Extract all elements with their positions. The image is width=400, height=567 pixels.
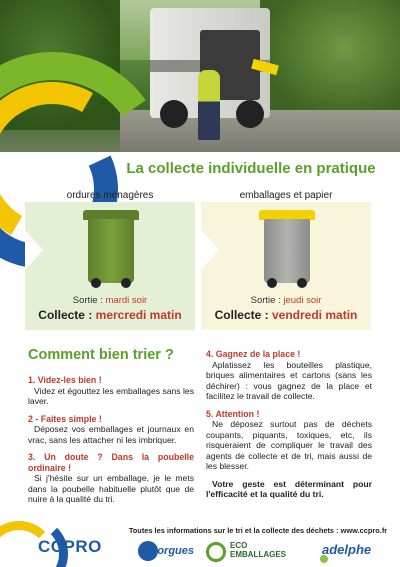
bin-category-label: emballages et papier <box>239 190 333 201</box>
truck-wheel-icon <box>160 100 188 128</box>
sortie-text <box>201 295 371 306</box>
collecte-label: Collecte : <box>214 308 272 322</box>
bin-category-label: ordures ménagères <box>66 190 154 201</box>
page-title: La collecte individuelle en pratique <box>126 160 376 177</box>
truck-wheel-icon <box>236 100 264 128</box>
collecte-text <box>201 308 371 322</box>
bin-body <box>88 219 134 283</box>
tip-heading: 3. Un doute ? Dans la poubelle ordinaire ! <box>28 452 194 473</box>
tip-heading: 1. Videz-les bien ! <box>28 375 102 385</box>
sorgues-logo <box>138 541 195 563</box>
bin-wheel-icon <box>91 278 101 288</box>
sortie-time: mardi soir <box>105 295 148 306</box>
tip-text: Videz et égouttez les emballages sans les laver. <box>28 385 194 406</box>
tip-text: Ne déposez surtout pas de déchets coupants, piquants, toxiques, etc, ils risqueraient de compliquer le travail des agents de collecte et de tri, mais aussi de les blesser. <box>206 419 372 471</box>
eco-emballages-logo <box>206 541 290 563</box>
tip-text: Aplatissez les bouteilles plastique, briques alimentaires et cartons (sans les déchirer) : vous gagnez de la place et facilitez le travail de collecte. <box>206 359 372 401</box>
photo-trees-right <box>260 0 400 120</box>
collecte-time: mercredi matin <box>95 308 182 322</box>
eco-line1: ECO <box>230 541 248 550</box>
eco-swirl-icon <box>206 542 226 562</box>
sorgues-wordmark: Sorgues <box>150 545 195 557</box>
chevron-right-icon <box>201 230 219 270</box>
bin-wheel-icon <box>121 278 131 288</box>
collecte-text <box>25 308 195 322</box>
collection-agent <box>198 70 220 140</box>
tip-text: Déposez vos emballages et journaux en vrac, sans les attacher ni les imbriquer. <box>28 424 194 445</box>
tip-heading: 2 - Faites simple ! <box>28 413 102 424</box>
closing-statement: Votre geste est déterminant pour l'efficacité et la qualité du tri. <box>206 478 372 499</box>
tip-heading: 4. Gagnez de la place ! <box>206 349 301 359</box>
tip-heading: 5. Attention ! <box>206 408 260 419</box>
ccpro-logo <box>0 515 110 567</box>
tips-column-right <box>206 349 372 507</box>
sortie-label: Sortie : <box>250 295 284 306</box>
adelphe-wordmark: adelphe <box>322 542 372 557</box>
bin-panel-ordures <box>25 202 195 330</box>
eco-wordmark <box>230 541 286 559</box>
green-bin-icon <box>85 210 137 288</box>
adelphe-logo <box>322 541 382 563</box>
yellow-lid-bin-icon <box>261 210 313 288</box>
collecte-label: Collecte : <box>38 308 96 322</box>
eco-line2: EMBALLAGES <box>230 550 286 559</box>
footer-info: Toutes les informations sur le tri et la collecte des déchets : www.ccpro.fr <box>128 526 388 535</box>
bin-panel-emballages <box>201 202 371 330</box>
sortie-time: jeudi soir <box>283 295 322 306</box>
ccpro-wordmark: CCPRO <box>38 537 102 556</box>
bin-wheel-icon <box>297 278 307 288</box>
collecte-time: vendredi matin <box>272 308 358 322</box>
bin-body <box>264 219 310 283</box>
section-title: Comment bien trier ? <box>28 347 174 363</box>
tip-text: Si j'hésite sur un emballage, je le mets dans la poubelle habituelle plutôt que de nuire à la qualité du tri. <box>28 473 194 504</box>
sortie-text <box>25 295 195 306</box>
sortie-label: Sortie : <box>72 295 106 306</box>
bin-wheel-icon <box>267 278 277 288</box>
tips-column-left <box>28 375 194 512</box>
chevron-right-icon <box>25 230 43 270</box>
